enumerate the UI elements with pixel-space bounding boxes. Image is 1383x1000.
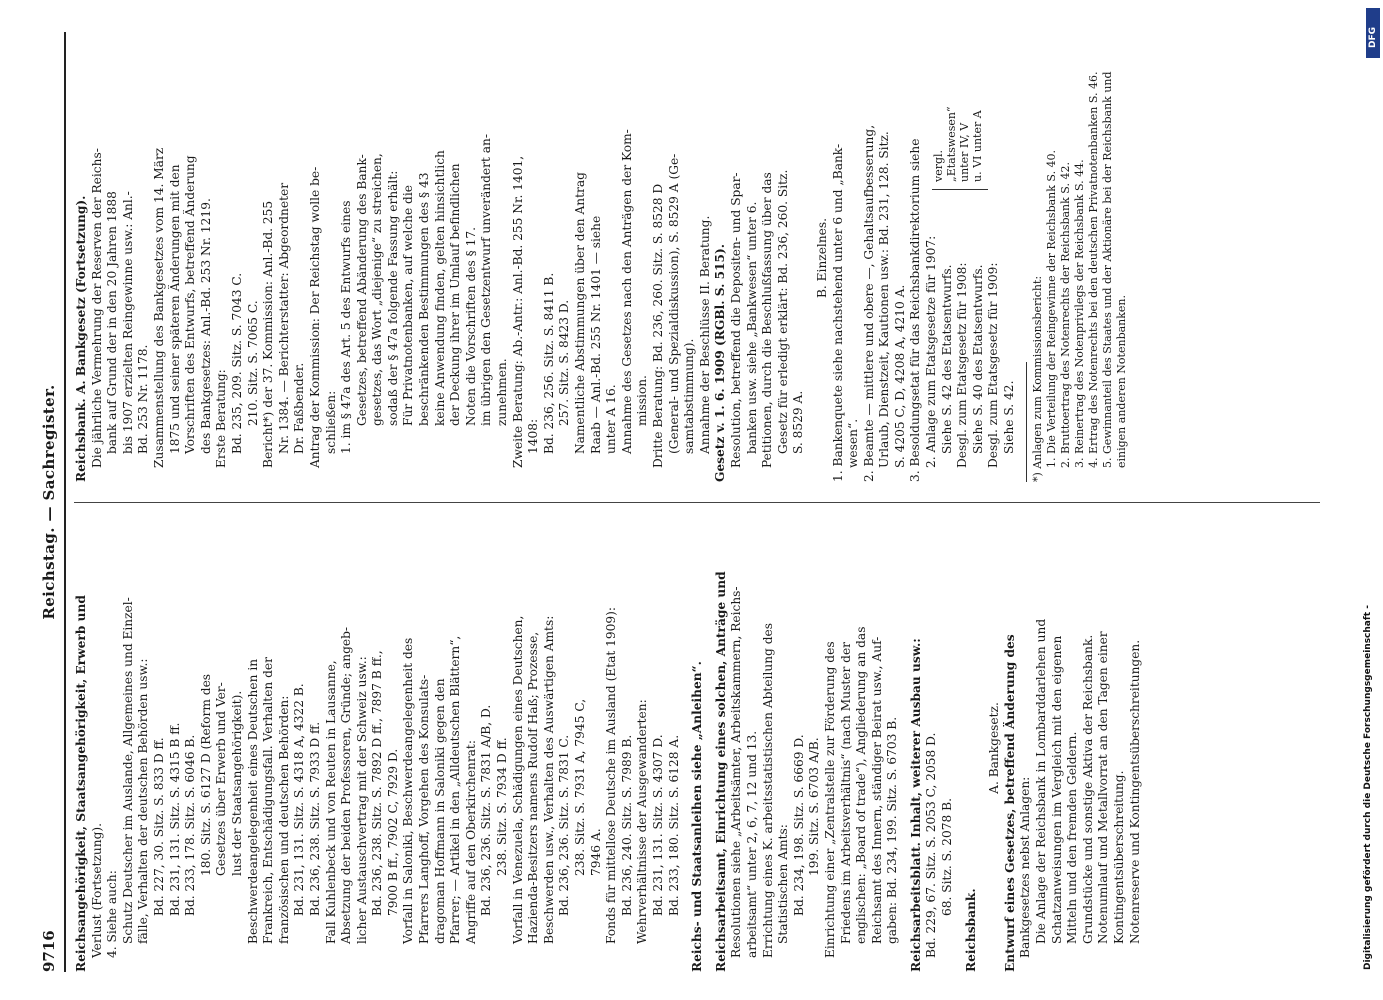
index-entry: Bd. 231, 131. Sitz. S. 4318 A, 4322 B. — [292, 683, 307, 916]
dfg-logo-icon — [1366, 8, 1380, 58]
index-entry: unter A 16. — [604, 384, 619, 454]
index-entry: 2. Anlage zum Etatsgesetze für 1907: — [924, 235, 939, 468]
bracket-note-line: unter IV, V — [958, 122, 971, 182]
index-entry: Gesetzes über Erwerb und Ver- — [214, 682, 229, 876]
footnote-item: 5. Gewinnanteil des Staates und der Aktionäre bei der Reichsbank und einigen anderen Notenbanken. — [1100, 71, 1128, 468]
footnote-intro: *) Anlagen zum Kommissionsbericht: — [1030, 275, 1044, 482]
index-entry: arbeitsamt“ unter 2, 6, 7, 12 und 13. — [744, 730, 759, 958]
index-entry: Desgl. zum Etatsgesetz für 1908: — [955, 262, 970, 468]
index-heading: Gesetz v. 1. 6. 1909 (RGBl. S. 515). — [713, 243, 728, 482]
index-entry: Verlust (Fortsetzung). — [89, 822, 104, 958]
index-entry: Siehe S. 42 des Etatsentwurfs. — [939, 264, 954, 454]
index-entry: der Deckung ihrer im Umlauf befindlichen — [448, 163, 463, 426]
index-entry: Hazienda-Besitzers namens Rudolf Haß; Prozesse, — [526, 631, 541, 944]
bracket-note-line: „Etatswesen“ — [945, 106, 958, 182]
index-entry: Absetzung der beiden Professoren, Gründe; angeb- — [339, 627, 354, 944]
index-entry: Einrichtung einer „Zentralstelle zur Förderung des — [822, 641, 837, 958]
dfg-logo-text: DFG — [1368, 26, 1378, 48]
spacer — [706, 524, 714, 972]
index-entry: Grundstücke und sonstige Aktiva der Reichsbank. — [1080, 634, 1095, 944]
index-entry: Raab — Anl.-Bd. 255 Nr. 1401 — siehe — [588, 215, 603, 454]
index-entry: Bd. 236, 238. Sitz. S. 7892 D ff., 7897 B ff., — [370, 650, 385, 916]
index-entry: Noten die Vorschriften des § 17. — [463, 227, 478, 426]
index-entry: Reichsamt des Innern, ständiger Beirat usw., Auf- — [869, 636, 884, 944]
index-entry: Vorschriften des Entwurfs, betreffend Änderung — [183, 155, 198, 454]
index-entry: Annahme der Beschlüsse II. Beratung. — [697, 215, 712, 454]
bracket-line — [932, 189, 988, 190]
footnote-item: 1. Die Verteilung der Reingewinne der Reichsbank S. 40. — [1044, 149, 1058, 468]
index-entry: Bd. 236, 236. Sitz. S. 7831 A/B, D. — [479, 704, 494, 916]
index-entry: fälle, Verhalten der deutschen Behörden usw.: — [136, 658, 151, 944]
index-heading: Reichsbank. — [963, 888, 978, 972]
bracket-note — [932, 106, 984, 182]
index-entry: des Bankgesetzes: Anl.-Bd. 253 Nr. 1219. — [198, 198, 213, 454]
index-entry: S. 8529 A. — [791, 390, 806, 454]
index-entry: Desgl. zum Etatsgesetz für 1909: — [986, 262, 1001, 468]
index-entry: Gesetz für erledigt erklärt: Bd. 236, 260. Sitz. — [775, 169, 790, 454]
page-number: 9716 — [40, 930, 58, 972]
index-entry: Schutz Deutscher im Auslande, Allgemeines und Einzel- — [120, 597, 135, 944]
index-entry: Wehrverhältnisse der Ausgewanderten: — [635, 699, 650, 944]
index-entry: 199. Sitz. S. 6703 A/B. — [807, 737, 822, 876]
index-entry: Zusammenstellung des Bankgesetzes vom 14. März — [151, 147, 166, 468]
index-entry: Bd. 233, 180. Sitz. S. 6128 A. — [666, 734, 681, 916]
index-entry: Resolution, betreffend die Depositen- und Spar- — [728, 172, 743, 468]
index-entry: Für Privatnotenbanken, auf welche die — [401, 185, 416, 426]
right-column-entries — [74, 34, 1018, 482]
index-entry: Erste Beratung: — [214, 369, 229, 468]
index-entry: im übrigen den Gesetzentwurf unverändert an- — [479, 134, 494, 426]
index-entry: banken usw. siehe „Bankwesen“ unter 6. — [744, 201, 759, 454]
index-entry: samtabstimmung). — [682, 338, 697, 454]
index-heading: Reichs- und Staatsanleihen siehe „Anleihen“. — [690, 661, 705, 972]
index-entry: Pfarrer; — Artikel in den „Alldeutschen Blättern“, — [448, 635, 463, 944]
index-heading: Reichsarbeitsamt, Einrichtung eines solchen, Anträge und — [713, 571, 728, 972]
index-entry: Schatzanweisungen im Vergleich mit den eigenen — [1049, 635, 1064, 944]
index-entry: Beschwerden usw., Verhalten des Auswärtigen Amts: — [541, 615, 556, 944]
index-entry: Bankgesetzes nebst Anlagen: — [1018, 776, 1033, 958]
index-entry: Bd. 233, 178. Sitz. S. 6046 B. — [183, 734, 198, 916]
index-entry: Siehe S. 40 des Etatsentwurfs. — [970, 264, 985, 454]
index-entry: 1875 und seiner späteren Änderungen mit den — [167, 164, 182, 454]
index-entry: englischen: „Board of trade“), Angliederung an das — [854, 626, 869, 944]
index-entry: Urlaub, Dienstzeit, Kautionen usw.: Bd. 231, 128. Sitz. — [877, 131, 892, 468]
index-entry: Bd. 236, 240. Sitz. S. 7989 B. — [619, 734, 634, 916]
spacer — [682, 524, 690, 972]
index-entry: Pfarrers Langhoff, Vorgehen des Konsulats- — [417, 674, 432, 944]
running-head — [40, 32, 64, 972]
index-heading: Entwurf eines Gesetzes, betreffend Änderung des — [1002, 634, 1017, 972]
index-entry: lust der Staatsangehörigkeit). — [229, 690, 244, 876]
index-entry: Vorfall in Venezuela, Schädigungen eines Deutschen, — [510, 615, 525, 944]
index-entry: Annahme des Gesetzes nach den Anträgen der Kom- — [619, 129, 634, 454]
index-entry: B. Einzelnes. — [814, 217, 829, 299]
spacer — [901, 524, 909, 972]
index-entry: Mitteln und den fremden Geldern. — [1065, 731, 1080, 944]
index-entry: 1408: — [526, 418, 541, 454]
spacer — [956, 524, 964, 972]
right-column — [74, 34, 1129, 482]
index-entry: Friedens im Arbeitsverhältnis“ (nach Muster der — [838, 642, 853, 944]
footnote-item: 2. Bruttoertrag des Notenrechts der Reichsbank S. 42. — [1058, 162, 1072, 468]
index-entry: 238. Sitz. S. 7931 A, 7945 C, — [573, 698, 587, 876]
index-entry: Statistischen Amts: — [776, 824, 791, 944]
index-entry: 210. Sitz. S. 7065 C. — [245, 300, 260, 426]
index-entry: Errichtung eines K. arbeitsstatistischen Abteilung des — [760, 623, 775, 958]
index-entry: bank auf Grund der in den 20 Jahren 1888 — [105, 191, 120, 454]
index-entry: zunehmen. — [495, 358, 510, 426]
footnotes — [1026, 34, 1129, 482]
index-entry: Bd. 253 Nr. 1178. — [136, 344, 151, 454]
index-entry: 238. Sitz. S. 7934 D ff. — [495, 737, 510, 876]
index-entry: Frankreich, Entschädigungsfall. Verhalten der — [261, 657, 276, 944]
index-entry: licher Austauschvertrag mit der Schweiz usw.: — [354, 656, 369, 944]
index-entry: Fonds für mittellose Deutsche im Ausland (Etat 1909): — [604, 606, 619, 944]
index-entry: Bd. 227, 30. Sitz. S. 833 D ff. — [151, 737, 166, 916]
index-entry: Bericht*) der 37. Kommission: Anl.-Bd. 255 — [261, 200, 276, 468]
index-entry: Antrag der Kommission: Der Reichstag wolle be- — [307, 166, 322, 468]
index-entry: Fall Kuhlenbeck und von Reuten in Lausanne, — [323, 660, 338, 944]
index-entry: Siehe S. 42. — [1002, 380, 1017, 454]
spacer — [979, 524, 987, 972]
index-entry: gesetzes, das Wort „diejenige“ zu streichen, — [370, 153, 385, 426]
index-entry: Petitionen, durch die Beschlußfassung über das — [760, 172, 775, 468]
header-rule — [64, 32, 66, 972]
column-divider — [74, 502, 1320, 503]
index-entry: sodaß der § 47a folgende Fassung erhält: — [385, 170, 400, 426]
page-title: Reichstag. — Sachregister. — [40, 384, 58, 620]
index-entry: Zweite Beratung: Ab.-Antr.: Anl.-Bd. 255 Nr. 1401, — [510, 155, 525, 468]
index-entry: Dritte Beratung: Bd. 236, 260. Sitz. S. 8528 D — [650, 183, 665, 468]
index-entry: dragoman Hoffmann in Saloniki gegen den — [432, 678, 447, 944]
index-entry: 1. Bankenquete siehe nachstehend unter 6 und „Bank- — [830, 143, 845, 482]
index-heading: Reichsangehörigkeit, Staatsangehörigkeit, Erwerb und — [74, 595, 88, 972]
bracket-note-line: u. VI unter A — [971, 110, 984, 182]
index-entry: Bd. 229, 67. Sitz. S. 2053 C, 2058 D. — [924, 732, 939, 958]
index-entry: 3. Besoldungsetat für das Reichsbankdirektorium siehe — [908, 138, 923, 482]
index-entry: Gesetzes, betreffend Abänderung des Bank- — [354, 154, 369, 426]
index-heading: Reichsbank. A. Bankgesetz (Fortsetzung). — [74, 195, 88, 482]
index-entry: 68. Sitz. S. 2078 B. — [940, 798, 955, 916]
bracket-note-line: vergl. — [932, 149, 945, 182]
index-entry: Resolutionen siehe „Arbeitsämter, Arbeitskammern, Reichs- — [729, 586, 744, 958]
index-entry: Die Anlage der Reichsbank in Lombarddarlehen und — [1034, 618, 1049, 944]
index-entry: französischen und deutschen Behörden: — [276, 695, 291, 944]
index-entry: Beschwerdeangelegenheit eines Deutschen in — [245, 658, 260, 944]
index-entry: Nr. 1384. — Berichterstatter: Abgeordneter — [276, 182, 291, 454]
index-entry: Vorfall in Saloniki, Beschwerdeangelegenheit des — [401, 637, 416, 944]
index-entry: Bd. 234, 198. Sitz. S. 6669 D. — [791, 734, 806, 916]
index-entry: (General- und Spezialdiskussion), S. 8529 A (Ge- — [666, 153, 681, 454]
footnote-item: 4. Ertrag des Notenrechts bei den deutschen Privatnotenbanken S. 46. — [1086, 71, 1100, 468]
index-entry: Dr. Faßbender. — [292, 362, 307, 454]
index-entry: Angriffe auf den Oberkirchenrat: — [463, 740, 478, 944]
spacer — [807, 34, 815, 482]
index-entry: Bd. 236, 256. Sitz. S. 8411 B. — [541, 272, 556, 454]
index-entry: 1. im § 47a des Art. 5 des Entwurfs eines — [339, 200, 354, 454]
index-entry: 4. Siehe auch: — [105, 870, 120, 958]
index-entry: 2. Beamte — mittlere und obere —, Gehaltsaufbesserung, — [861, 124, 876, 482]
index-entry: mission. — [635, 375, 650, 426]
index-entry: Bd. 236, 238. Sitz. S. 7933 D ff. — [307, 721, 322, 916]
footnote-item: 3. Reinertrag des Notenprivilegs der Reichsbank S. 44. — [1072, 159, 1086, 468]
index-entry: wesen“. — [846, 418, 861, 468]
index-entry: 7900 B ff., 7902 C, 7929 D. — [385, 748, 400, 916]
left-column — [74, 524, 1143, 972]
index-entry: Namentliche Abstimmungen über den Antrag — [573, 172, 587, 454]
index-entry: 180. Sitz. S. 6127 D (Reform des — [198, 673, 213, 876]
index-entry: Notenumlauf und Metallvorrat an den Tagen einer — [1096, 631, 1111, 944]
index-entry: S. 4205 C, D, 4208 A, 4210 A. — [892, 284, 907, 468]
index-entry: gaben: Bd. 234, 199. Sitz. S. 6703 B. — [885, 716, 900, 944]
index-entry: Die jährliche Vermehrung der Reserven der Reichs- — [89, 148, 104, 468]
index-entry: Bd. 235, 209. Sitz. S. 7043 C. — [229, 272, 244, 454]
index-entry: A. Bankgesetz. — [987, 702, 1002, 794]
document-page — [40, 32, 1330, 972]
digitization-credit: Digitalisierung gefördert durch die Deutsche Forschungsgemeinschaft - — [1363, 605, 1373, 970]
index-entry: bis 1907 erzielten Reingewinne usw.: Anl.- — [120, 191, 135, 454]
index-entry: 7946 A. — [588, 828, 603, 876]
index-entry: 257. Sitz. S. 8423 D. — [557, 299, 572, 426]
index-entry: Bd. 231, 131. Sitz. S. 4315 B ff. — [167, 722, 182, 916]
index-entry: schließen: — [323, 390, 338, 454]
index-entry: beschränkenden Bestimmungen des § 43 — [417, 172, 432, 426]
index-entry: Notenreserve und Kontingentsüberschreitungen. — [1127, 639, 1142, 944]
index-entry: Bd. 231, 131. Sitz. S. 4307 D. — [650, 734, 665, 916]
index-entry: keine Anwendung finden, gelten hinsichtlich — [432, 150, 447, 426]
index-entry: Bd. 236, 236. Sitz. S. 7831 C. — [557, 734, 572, 916]
index-heading: Reichsarbeitsblatt. Inhalt, weiterer Ausbau usw.: — [908, 638, 923, 972]
footnote-rule — [1026, 362, 1027, 482]
index-entry: Kontingentsüberschreitung. — [1112, 770, 1126, 944]
